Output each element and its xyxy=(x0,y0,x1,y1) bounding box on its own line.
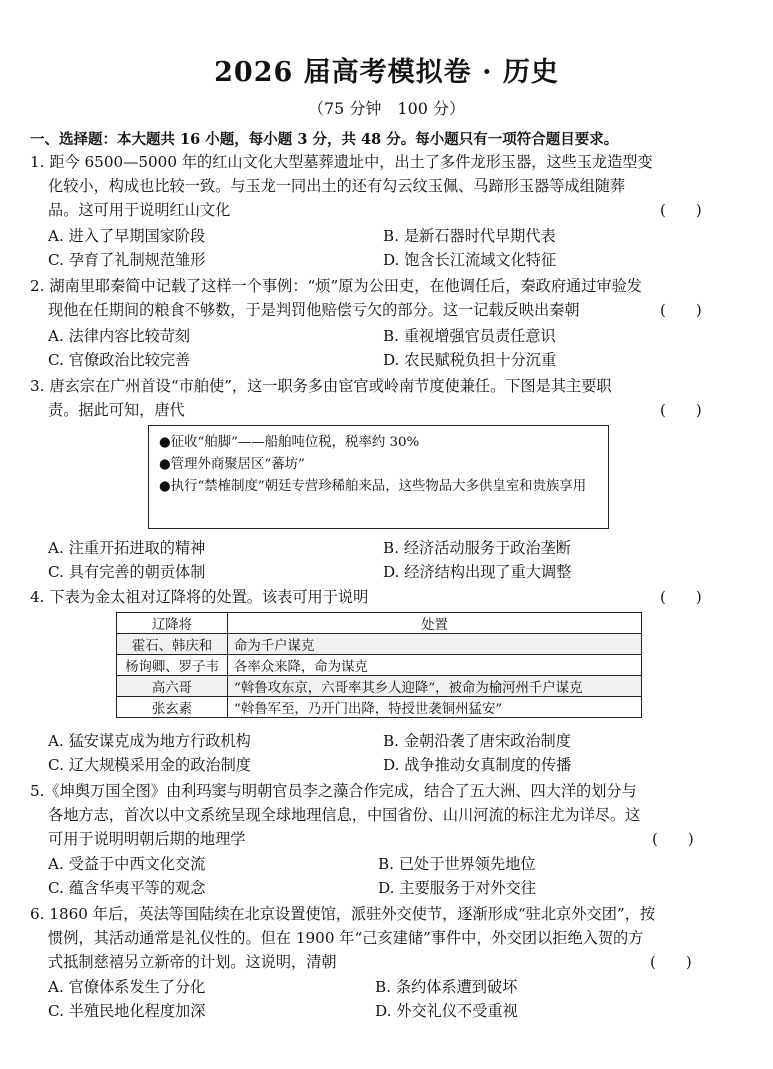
question-6-option-a: A. 官僚体系发生了分化 xyxy=(48,978,206,996)
question-1-line-3: 品。这可用于说明红山文化 xyxy=(48,201,231,219)
question-4-option-d: D. 战争推动女真制度的传播 xyxy=(383,756,572,774)
table-cell: “斡鲁军至，乃开门出降，特授世袭铜州猛安” xyxy=(228,697,642,718)
question-1-option-c: C. 孕育了礼制规范雏形 xyxy=(48,251,206,269)
question-2-option-d: D. 农民赋税负担十分沉重 xyxy=(383,351,557,369)
answer-paren-4: ( ) xyxy=(660,588,702,606)
duty-item: ●执行“禁榷制度”朝廷专营珍稀舶来品，这些物品大多供皇室和贵族享用 xyxy=(159,479,587,494)
exam-duration-score: （75 分钟 100 分） xyxy=(307,99,466,118)
surrender-table xyxy=(116,612,642,718)
question-1-option-a: A. 进入了早期国家阶段 xyxy=(48,227,206,245)
duty-item: ●征收“舶脚”——船舶吨位税，税率约 30% xyxy=(159,435,420,450)
question-2-option-b: B. 重视增强官员责任意识 xyxy=(383,327,556,345)
table-cell: 命为千户谋克 xyxy=(228,634,642,655)
question-5-line-3: 可用于说明明朝后期的地理学 xyxy=(48,830,246,848)
question-6-option-b: B. 条约体系遭到破坏 xyxy=(375,978,518,996)
question-5-option-a: A. 受益于中西文化交流 xyxy=(48,855,206,873)
question-1-line-1: 1. 距今 6500—5000 年的红山文化大型墓葬遗址中，出土了多件龙形玉器，这些玉龙造型变 xyxy=(30,153,653,171)
question-6-line-1: 6. 1860 年后，英法等国陆续在北京设置使馆，派驻外交使节，逐渐形成“驻北京外交团”，按 xyxy=(30,905,656,923)
question-3-line-2: 责。据此可知，唐代 xyxy=(48,401,185,419)
question-6-option-c: C. 半殖民地化程度加深 xyxy=(48,1002,206,1020)
table-cell: 各率众来降，命为谋克 xyxy=(228,655,642,676)
table-cell: “斡鲁攻东京，六哥率其乡人迎降”，被命为榆河州千户谋克 xyxy=(228,676,642,697)
answer-paren-3: ( ) xyxy=(660,401,702,419)
question-6-line-2: 惯例，其活动通常是礼仪性的。但在 1900 年“己亥建储”事件中，外交团以拒绝入贺的方 xyxy=(48,929,644,947)
question-3-option-a: A. 注重开拓进取的精神 xyxy=(48,539,206,557)
question-1-option-b: B. 是新石器时代早期代表 xyxy=(383,227,556,245)
table-cell: 高六哥 xyxy=(117,676,228,697)
question-2-option-c: C. 官僚政治比较完善 xyxy=(48,351,191,369)
question-5-option-b: B. 已处于世界领先地位 xyxy=(378,855,536,873)
question-6-line-3: 式抵制慈禧另立新帝的计划。这说明，清朝 xyxy=(48,953,337,971)
answer-paren-5: ( ) xyxy=(652,830,694,848)
question-2-option-a: A. 法律内容比较苛刻 xyxy=(48,327,191,345)
table-row xyxy=(117,676,642,697)
question-1-option-d: D. 饱含长江流域文化特征 xyxy=(383,251,557,269)
duties-box xyxy=(148,425,609,529)
table-header: 辽降将 xyxy=(117,613,228,634)
question-5-option-d: D. 主要服务于对外交往 xyxy=(378,879,536,897)
question-5-line-2: 各地方志，首次以中文系统呈现全球地理信息，中国省份、山川河流的标注尤为详尽。这 xyxy=(48,806,641,824)
table-row xyxy=(117,697,642,718)
table-header: 处置 xyxy=(228,613,642,634)
table-header-row xyxy=(117,613,642,634)
question-1-line-2: 化较小，构成也比较一致。与玉龙一同出土的还有勾云纹玉佩、马蹄形玉器等成组随葬 xyxy=(48,177,626,195)
table-row xyxy=(117,655,642,676)
question-5-line-1: 5.《坤舆万国全图》由利玛窦与明朝官员李之藻合作完成，结合了五大洲、四大洋的划分与 xyxy=(30,782,637,800)
question-2-line-2: 现他在任期间的粮食不够数，于是判罚他赔偿亏欠的部分。这一记载反映出秦朝 xyxy=(48,301,580,319)
question-4-option-c: C. 辽大规模采用金的政治制度 xyxy=(48,756,251,774)
table-row xyxy=(117,634,642,655)
question-3-line-1: 3. 唐玄宗在广州首设“市舶使”，这一职务多由宦官或岭南节度使兼任。下图是其主要职 xyxy=(30,377,612,395)
question-2-line-1: 2. 湖南里耶秦简中记载了这样一个事例：“烦”原为公田吏，在他调任后，秦政府通过审验发 xyxy=(30,277,642,295)
answer-paren-1: ( ) xyxy=(660,201,702,219)
question-6-option-d: D. 外交礼仪不受重视 xyxy=(375,1002,518,1020)
question-3-option-b: B. 经济活动服务于政治垄断 xyxy=(383,539,571,557)
answer-paren-6: ( ) xyxy=(650,953,692,971)
duty-item: ●管理外商聚居区“蕃坊” xyxy=(159,457,305,472)
table-cell: 张玄素 xyxy=(117,697,228,718)
page-title: 2026 届高考模拟卷 · 历史 xyxy=(214,57,559,88)
answer-paren-2: ( ) xyxy=(660,301,702,319)
question-3-option-d: D. 经济结构出现了重大调整 xyxy=(383,563,572,581)
question-4-option-a: A. 猛安谋克成为地方行政机构 xyxy=(48,732,251,750)
question-5-option-c: C. 蕴含华夷平等的观念 xyxy=(48,879,206,897)
table-cell: 杨询卿、罗子韦 xyxy=(117,655,228,676)
table-cell: 霍石、韩庆和 xyxy=(117,634,228,655)
section-heading: 一、选择题：本大题共 16 小题，每小题 3 分，共 48 分。每小题只有一项符合题目要求。 xyxy=(30,131,619,148)
question-4-line-1: 4. 下表为金太祖对辽降将的处置。该表可用于说明 xyxy=(30,588,369,606)
question-4-option-b: B. 金朝沿袭了唐宋政治制度 xyxy=(383,732,571,750)
question-3-option-c: C. 具有完善的朝贡体制 xyxy=(48,563,206,581)
